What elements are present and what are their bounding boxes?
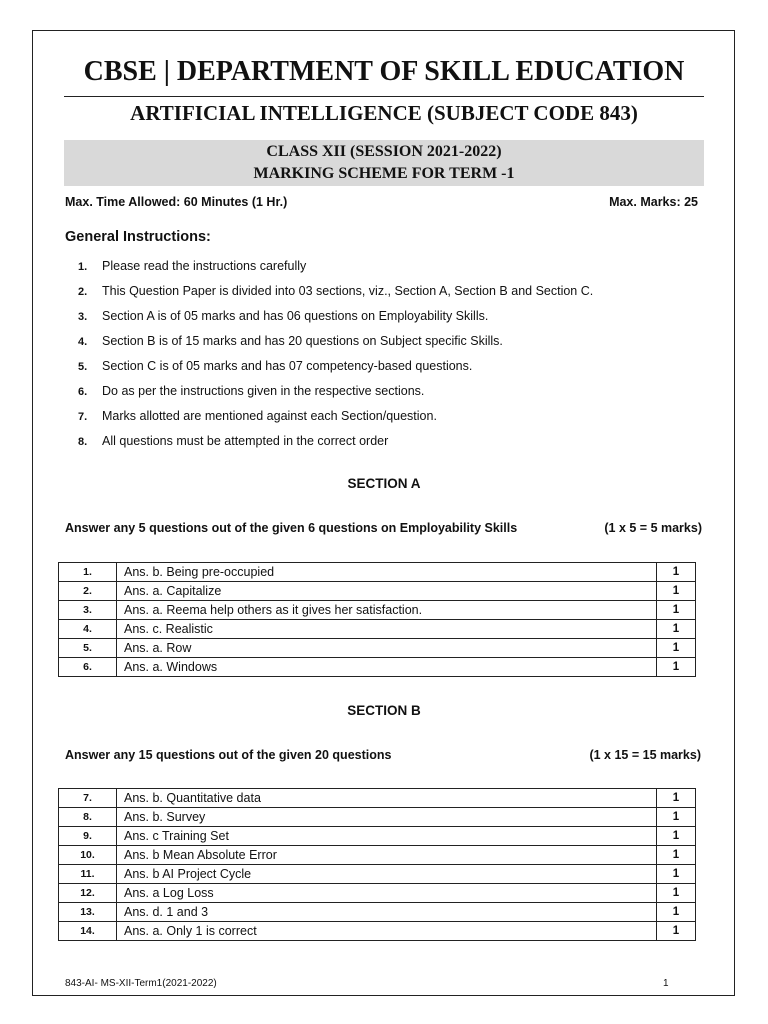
answer-text: Ans. a. Windows	[117, 658, 657, 677]
answer-mark: 1	[657, 582, 696, 601]
table-row	[59, 865, 696, 884]
question-number: 7.	[59, 789, 117, 808]
answer-text: Ans. a. Row	[117, 639, 657, 658]
section-a-instruction: Answer any 5 questions out of the given 6 questions on Employability Skills	[65, 521, 518, 535]
answer-text: Ans. b. Quantitative data	[117, 789, 657, 808]
instruction-item	[78, 359, 472, 373]
answer-mark: 1	[657, 658, 696, 677]
answer-mark: 1	[657, 639, 696, 658]
document-title: CBSE | DEPARTMENT OF SKILL EDUCATION	[83, 56, 685, 87]
question-number: 5.	[59, 639, 117, 658]
answer-text: Ans. b. Being pre-occupied	[117, 563, 657, 582]
instruction-text: Do as per the instructions given in the respective sections.	[102, 384, 425, 398]
instruction-item	[78, 309, 488, 323]
answer-mark: 1	[657, 620, 696, 639]
section-a-heading: SECTION A	[347, 476, 421, 491]
instruction-item	[78, 384, 424, 398]
subject-title: ARTIFICIAL INTELLIGENCE (SUBJECT CODE 843)	[130, 101, 638, 125]
table-row	[59, 639, 696, 658]
question-number: 11.	[59, 865, 117, 884]
question-number: 1.	[59, 563, 117, 582]
section-b-heading: SECTION B	[347, 703, 421, 718]
instruction-text: All questions must be attempted in the correct order	[102, 434, 389, 448]
answer-mark: 1	[657, 601, 696, 620]
answer-mark: 1	[657, 865, 696, 884]
instruction-item	[78, 284, 593, 298]
answer-text: Ans. a. Capitalize	[117, 582, 657, 601]
answer-text: Ans. c Training Set	[117, 827, 657, 846]
page-number: 1	[663, 978, 669, 989]
question-number: 4.	[59, 620, 117, 639]
table-row	[59, 789, 696, 808]
answer-text: Ans. b Mean Absolute Error	[117, 846, 657, 865]
table-row	[59, 620, 696, 639]
table-row	[59, 582, 696, 601]
answer-mark: 1	[657, 563, 696, 582]
answer-text: Ans. c. Realistic	[117, 620, 657, 639]
instruction-text: Marks allotted are mentioned against each Section/question.	[102, 409, 437, 423]
table-row	[59, 903, 696, 922]
answer-text: Ans. a. Reema help others as it gives her satisfaction.	[117, 601, 657, 620]
answer-mark: 1	[657, 903, 696, 922]
instruction-number: 5.	[78, 361, 88, 373]
section-b-marks: (1 x 15 = 15 marks)	[589, 748, 701, 762]
question-number: 12.	[59, 884, 117, 903]
instruction-item	[78, 434, 388, 448]
table-row	[59, 846, 696, 865]
table-row	[59, 827, 696, 846]
answer-mark: 1	[657, 827, 696, 846]
general-instructions-heading: General Instructions:	[65, 229, 211, 245]
table-row	[59, 563, 696, 582]
instruction-item	[78, 259, 306, 273]
question-number: 14.	[59, 922, 117, 941]
footer-document-code: 843-AI- MS-XII-Term1(2021-2022)	[65, 978, 217, 989]
instruction-number: 6.	[78, 386, 88, 398]
title-divider	[64, 96, 704, 97]
class-session-line: CLASS XII (SESSION 2021-2022)	[266, 143, 502, 160]
instruction-number: 4.	[78, 336, 88, 348]
question-number: 8.	[59, 808, 117, 827]
table-row	[59, 808, 696, 827]
answer-mark: 1	[657, 922, 696, 941]
section-a-marks: (1 x 5 = 5 marks)	[604, 521, 702, 535]
instruction-item	[78, 334, 503, 348]
answer-mark: 1	[657, 789, 696, 808]
table-row	[59, 922, 696, 941]
instruction-text: This Question Paper is divided into 03 sections, viz., Section A, Section B and Section C.	[102, 284, 594, 298]
instruction-number: 3.	[78, 311, 88, 323]
section-b-answer-table	[58, 788, 696, 941]
marking-scheme-line: MARKING SCHEME FOR TERM -1	[253, 165, 515, 182]
instruction-number: 2.	[78, 286, 88, 298]
instruction-text: Section B is of 15 marks and has 20 questions on Subject specific Skills.	[102, 334, 503, 348]
instruction-number: 7.	[78, 411, 88, 423]
instruction-text: Section A is of 05 marks and has 06 questions on Employability Skills.	[102, 309, 489, 323]
answer-text: Ans. d. 1 and 3	[117, 903, 657, 922]
answer-mark: 1	[657, 808, 696, 827]
question-number: 2.	[59, 582, 117, 601]
answer-text: Ans. a. Only 1 is correct	[117, 922, 657, 941]
table-row	[59, 601, 696, 620]
max-time-allowed: Max. Time Allowed: 60 Minutes (1 Hr.)	[65, 195, 288, 209]
instruction-item	[78, 409, 437, 423]
answer-text: Ans. b AI Project Cycle	[117, 865, 657, 884]
instruction-number: 1.	[78, 261, 88, 273]
answer-text: Ans. b. Survey	[117, 808, 657, 827]
instruction-text: Please read the instructions carefully	[102, 259, 307, 273]
instruction-text: Section C is of 05 marks and has 07 competency-based questions.	[102, 359, 473, 373]
question-number: 13.	[59, 903, 117, 922]
section-b-instruction: Answer any 15 questions out of the given 20 questions	[65, 748, 392, 762]
question-number: 6.	[59, 658, 117, 677]
session-banner	[64, 140, 704, 186]
question-number: 9.	[59, 827, 117, 846]
answer-mark: 1	[657, 884, 696, 903]
table-row	[59, 658, 696, 677]
question-number: 10.	[59, 846, 117, 865]
instruction-number: 8.	[78, 436, 88, 448]
question-number: 3.	[59, 601, 117, 620]
section-a-answer-table	[58, 562, 696, 677]
table-row	[59, 884, 696, 903]
answer-mark: 1	[657, 846, 696, 865]
max-marks: Max. Marks: 25	[609, 195, 698, 209]
answer-text: Ans. a Log Loss	[117, 884, 657, 903]
